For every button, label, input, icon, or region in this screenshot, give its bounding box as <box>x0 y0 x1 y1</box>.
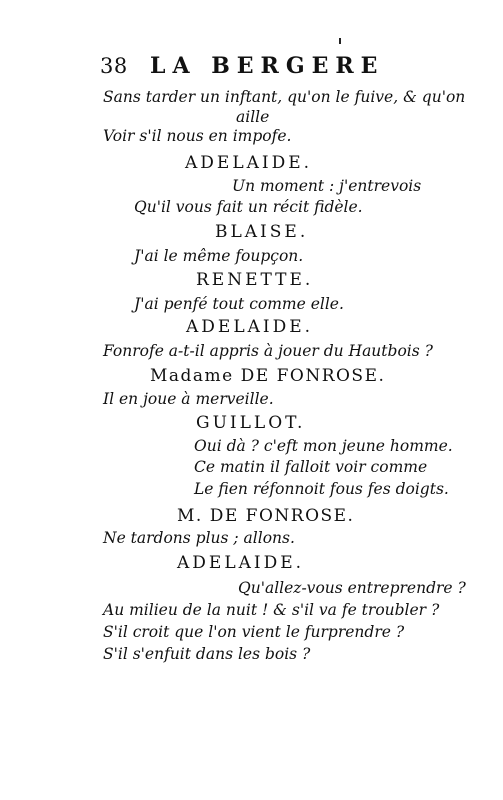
ink-mark <box>339 38 341 44</box>
verse-line-2: Voir s'il nous en impofe. <box>103 127 292 145</box>
verse-line-continuation: aille <box>236 108 270 126</box>
speaker-blaise: BLAISE. <box>215 222 309 242</box>
verse-line-6: J'ai penfé tout comme elle. <box>134 295 344 313</box>
verse-line-1: Sans tarder un inftant, qu'on le fuive, & qu'on <box>103 88 466 106</box>
speaker-madame-de-fonrose: Madame DE FONROSE. <box>150 366 386 386</box>
speaker-adelaide: ADELAIDE. <box>177 553 305 573</box>
page-number: 38 <box>100 54 128 78</box>
verse-line-10: Ce matin il falloit voir comme <box>194 458 428 476</box>
speaker-adelaide: ADELAIDE. <box>186 317 314 337</box>
speaker-adelaide: ADELAIDE. <box>185 153 313 173</box>
running-title: LA BERGERE <box>150 53 385 79</box>
speaker-renette: RENETTE. <box>196 270 314 290</box>
speaker-m-de-fonrose: M. DE FONROSE. <box>177 506 355 526</box>
verse-line-15: S'il croit que l'on vient le furprendre ? <box>103 623 405 641</box>
verse-line-7: Fonrofe a-t-il appris à jouer du Hautbois ? <box>103 342 433 360</box>
verse-line-8: Il en joue à merveille. <box>103 390 274 408</box>
verse-line-9: Oui dà ? c'eft mon jeune homme. <box>194 437 453 455</box>
verse-line-4: Qu'il vous fait un récit fidèle. <box>134 198 363 216</box>
verse-line-14: Au milieu de la nuit ! & s'il va fe troubler ? <box>103 601 440 619</box>
verse-line-16: S'il s'enfuit dans les bois ? <box>103 645 311 663</box>
verse-line-11: Le fien réfonnoit fous fes doigts. <box>194 480 449 498</box>
verse-line-12: Ne tardons plus ; allons. <box>103 529 295 547</box>
verse-line-3: Un moment : j'entrevois <box>232 177 422 195</box>
verse-line-5: J'ai le même foupçon. <box>134 247 304 265</box>
speaker-guillot: GUILLOT. <box>196 413 306 433</box>
verse-line-13: Qu'allez-vous entreprendre ? <box>238 579 466 597</box>
